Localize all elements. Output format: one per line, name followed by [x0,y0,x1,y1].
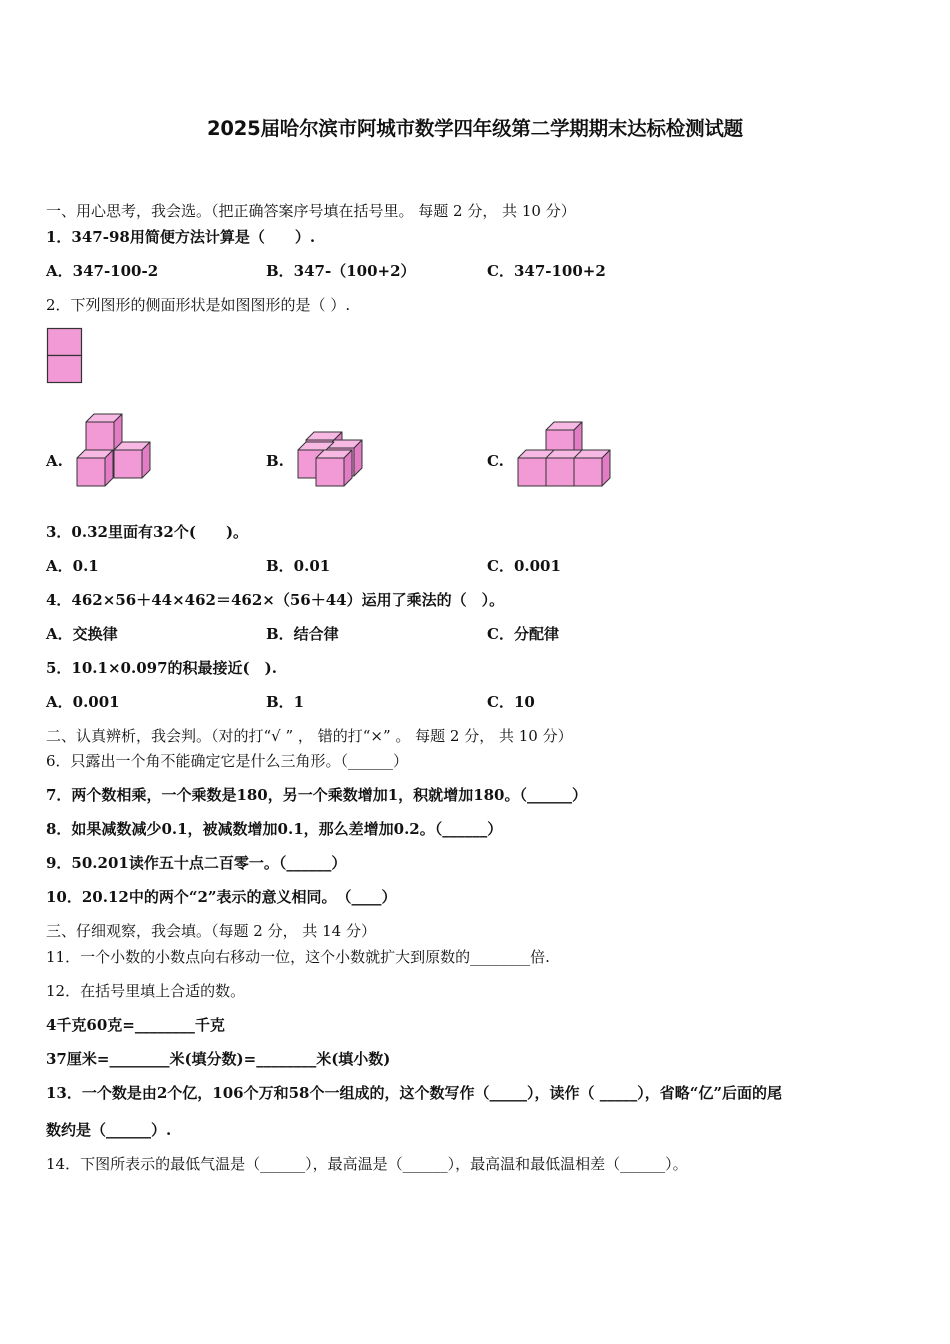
q5-option-a: A．0.001 [46,693,120,711]
q2-figure-c [515,418,615,490]
question-11: 11．一个小数的小数点向右移动一位，这个小数就扩大到原数的________倍. [46,948,550,966]
q2-figure-b [294,428,366,490]
q12-line-2: 37厘米=________米(填分数)=________米(填小数) [46,1050,391,1068]
side-view-figure [46,327,84,385]
q1-option-a: A．347-100-2 [46,262,159,280]
question-13-continued: 数约是（______）. [46,1121,172,1139]
section-3-heading: 三、仔细观察，我会填。（每题 2 分， 共 14 分） [46,922,376,940]
question-9: 9．50.201读作五十点二百零一。（______） [46,854,347,872]
question-7: 7．两个数相乘，一个乘数是180，另一个乘数增加1，积就增加180。（______） [46,786,587,804]
q3-option-c: C．0.001 [487,557,561,575]
q4-option-a: A．交换律 [46,625,118,643]
question-8: 8．如果减数减少0.1，被减数增加0.1，那么差增加0.2。（______） [46,820,503,838]
q4-option-c: C．分配律 [487,625,559,643]
question-6: 6．只露出一个角不能确定它是什么三角形。（______） [46,752,409,770]
q5-option-c: C．10 [487,693,535,711]
q4-option-b: B．结合律 [266,625,339,643]
q2-figure-a [74,410,154,490]
question-3: 3．0.32里面有32个( )。 [46,523,249,541]
section-1-heading: 一、用心思考，我会选。（把正确答案序号填在括号里。 每题 2 分， 共 10 分） [46,202,576,220]
question-2: 2．下列图形的侧面形状是如图图形的是（ ）. [46,296,351,314]
question-4: 4．462×56＋44×462＝462×（56＋44）运用了乘法的（ ）。 [46,591,505,609]
q5-option-b: B．1 [266,693,305,711]
q3-option-a: A．0.1 [46,557,99,575]
question-12: 12．在括号里填上合适的数。 [46,982,246,1000]
question-5: 5．10.1×0.097的积最接近( ). [46,659,277,677]
q1-option-b: B．347-（100+2） [266,262,416,280]
q2-option-c: C. [487,452,504,470]
question-10: 10．20.12中的两个“2”表示的意义相同。 （____） [46,888,397,906]
question-13: 13．一个数是由2个亿，106个万和58个一组成的，这个数写作（_____），读作（ _____），省略“亿”后面的尾 [46,1084,782,1102]
q3-option-b: B．0.01 [266,557,331,575]
question-1: 1．347-98用简便方法计算是（ ）. [46,228,316,246]
q1-option-c: C．347-100+2 [487,262,606,280]
q12-line-1: 4千克60克=________千克 [46,1016,225,1034]
section-2-heading: 二、认真辨析，我会判。（对的打“√ ” ， 错的打“×” 。 每题 2 分， 共 10 分） [46,727,573,745]
q2-option-a: A. [46,452,63,470]
q2-option-b: B. [266,452,284,470]
page-title: 2025届哈尔滨市阿城市数学四年级第二学期期末达标检测试题 [207,117,743,140]
question-14: 14．下图所表示的最低气温是（______），最高温是（______），最高温和最低温相差（______）。 [46,1155,688,1173]
